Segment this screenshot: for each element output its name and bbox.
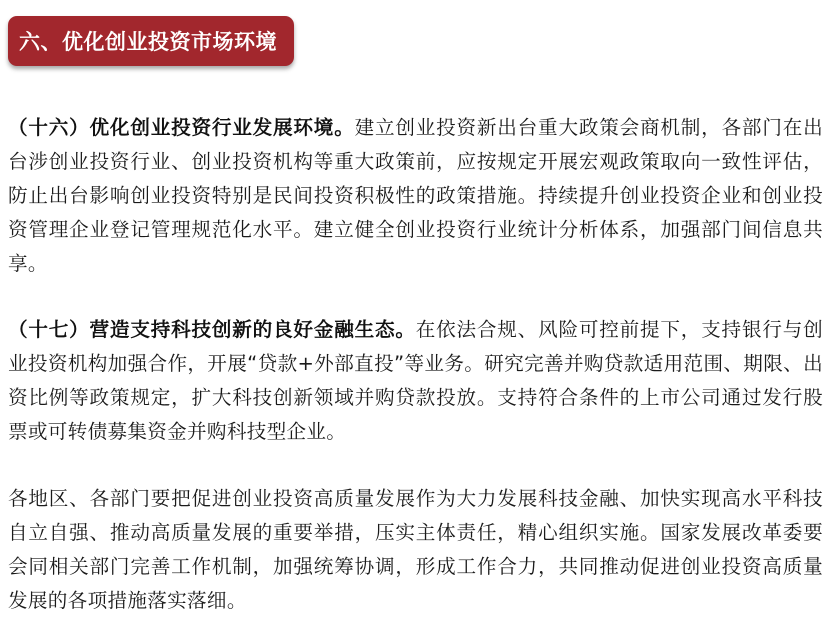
- closing-paragraph-body: 各地区、各部门要把促进创业投资高质量发展作为大力发展科技金融、加快实现高水平科技自立自强、推动高质量发展的重要举措，压实主体责任，精心组织实施。国家发展改革委要会同相关部门完善工作机制，加强统筹协调，形成工作合力，共同推动促进创业投资高质量发展的各项措施落实落细。: [8, 487, 823, 612]
- paragraph-17-body: 在依法合规、风险可控前提下，支持银行与创业投资机构加强合作，开展“贷款+外部直投”等业务。研究完善并购贷款适用范围、期限、出资比例等政策规定，扩大科技创新领域并购贷款投放。支持符合条件的上市公司通过发行股票或可转债募集资金并购科技型企业。: [8, 318, 824, 443]
- paragraph-16-lead: （十六）优化创业投资行业发展环境。: [8, 116, 355, 139]
- section-title: 六、优化创业投资市场环境: [19, 30, 277, 54]
- closing-paragraph: [8, 482, 823, 618]
- paragraph-16: [8, 111, 823, 281]
- paragraph-17-lead: （十七）营造支持科技创新的良好金融生态。: [8, 318, 416, 341]
- paragraph-17: [8, 313, 823, 449]
- section-header: [8, 16, 294, 66]
- paragraph-16-body: 建立创业投资新出台重大政策会商机制，各部门在出台涉创业投资行业、创业投资机构等重大政策前，应按规定开展宏观政策取向一致性评估，防止出台影响创业投资特别是民间投资积极性的政策措施。持续提升创业投资企业和创业投资管理企业登记管理规范化水平。建立健全创业投资行业统计分析体系，加强部门间信息共享。: [8, 116, 823, 275]
